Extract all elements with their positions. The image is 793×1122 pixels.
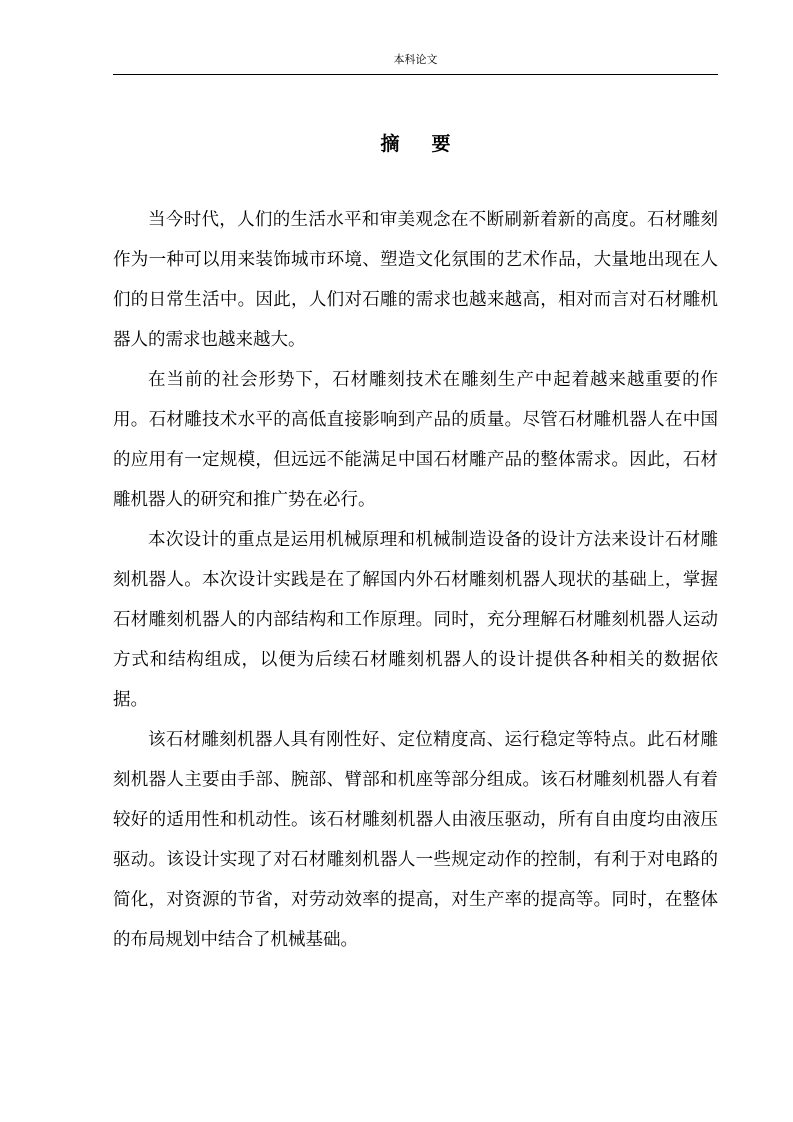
abstract-paragraph-2: 在当前的社会形势下，石材雕刻技术在雕刻生产中起着越来越重要的作用。石材雕技术水平的高低直接影响到产品的质量。尽管石材雕机器人在中国的应用有一定规模，但远远不能满足中国石材雕产品的整体需求。因此，石材雕机器人的研究和推广势在必行。 (113, 370, 718, 510)
abstract-paragraph-4: 该石材雕刻机器人具有刚性好、定位精度高、运行稳定等特点。此石材雕刻机器人主要由手部、腕部、臂部和机座等部分组成。该石材雕刻机器人有着较好的适用性和机动性。该石材雕刻机器人由液压驱动，所有自由度均由液压驱动。该设计实现了对石材雕刻机器人一些规定动作的控制，有利于对电路的简化，对资源的节省，对劳动效率的提高，对生产率的提高等。同时，在整体的布局规划中结合了机械基础。 (113, 730, 718, 950)
abstract-paragraph-1: 当今时代，人们的生活水平和审美观念在不断刷新着新的高度。石材雕刻作为一种可以用来装饰城市环境、塑造文化氛围的艺术作品，大量地出现在人们的日常生活中。因此，人们对石雕的需求也越来越高，相对而言对石材雕机器人的需求也越来越大。 (113, 210, 718, 350)
page-header (113, 50, 718, 75)
abstract-body (113, 200, 718, 960)
running-header-title: 本科论文 (393, 53, 438, 66)
abstract-title: 摘要 (380, 133, 483, 155)
abstract-paragraph-3: 本次设计的重点是运用机械原理和机械制造设备的设计方法来设计石材雕刻机器人。本次设计实践是在了解国内外石材雕刻机器人现状的基础上，掌握石材雕刻机器人的内部结构和工作原理。同时，充分理解石材雕刻机器人运动方式和结构组成，以便为后续石材雕刻机器人的设计提供各种相关的数据依据。 (113, 530, 718, 710)
